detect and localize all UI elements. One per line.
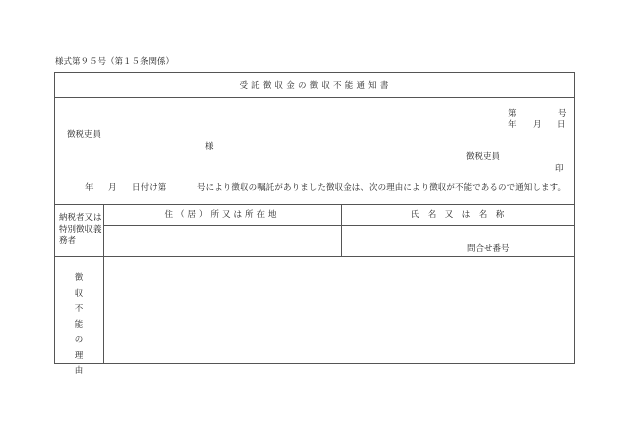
taxpayer-label-line: 納税者又は: [59, 213, 102, 223]
reason-label-char: 徴: [74, 273, 84, 283]
number-suffix: 号: [558, 109, 567, 119]
name-header: 氏 名 又 は 名 称: [410, 210, 505, 220]
form-label: 様式第９５号（第１５条関係）: [55, 57, 175, 67]
title-divider: [55, 97, 574, 98]
notice-year: 年: [85, 183, 94, 193]
reason-label-char: 理: [74, 350, 84, 361]
label-column-divider: [103, 204, 104, 363]
notice-dated-no: 日付け第: [132, 183, 167, 193]
number-prefix: 第: [508, 109, 517, 119]
form-frame: [54, 72, 575, 376]
recipient-honorific: 様: [205, 142, 214, 152]
address-header: 住（居）所又は所在地: [164, 210, 280, 220]
issue-day: 日: [557, 120, 566, 130]
form-title: 受託徴収金の徴収不能通知書: [239, 81, 392, 91]
notice-text: 号により徴収の嘱託がありました徴収金は、次の理由により徴収が不能であるので通知します。: [197, 183, 567, 193]
reason-label-char: 由: [74, 366, 84, 376]
reason-label-char: 能: [74, 319, 84, 330]
taxpayer-header-divider: [103, 225, 574, 226]
notice-month: 月: [108, 183, 117, 193]
reason-label-char: 不: [74, 304, 84, 314]
seal-mark: 印: [555, 164, 564, 174]
taxpayer-label-line: 特別徴収義: [59, 224, 102, 235]
header-divider: [55, 204, 574, 205]
taxpayer-divider: [55, 256, 574, 257]
taxpayer-label-line: 務者: [59, 236, 77, 246]
reason-label-char: 収: [74, 288, 84, 299]
reason-label-char: の: [74, 335, 84, 345]
issue-year: 年: [508, 120, 517, 130]
reason-label: [55, 271, 103, 380]
sender-official: 徴税吏員: [466, 152, 501, 162]
taxpayer-label: [59, 213, 102, 248]
issue-month: 月: [533, 120, 542, 130]
contact-number-label: 問合せ番号: [467, 244, 510, 254]
recipient-official: 徴税吏員: [67, 130, 102, 140]
